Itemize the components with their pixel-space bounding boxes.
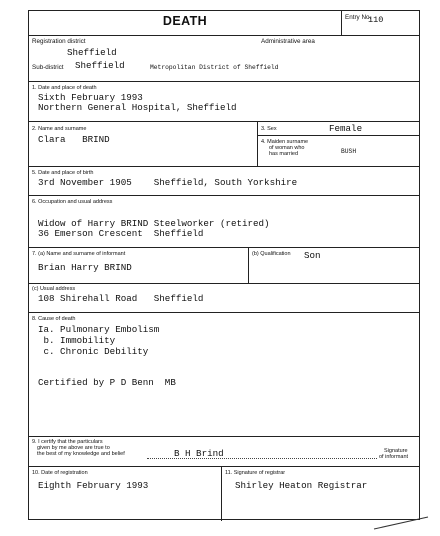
cause-1: Ia. Pulmonary Embolism <box>38 324 160 335</box>
occupation-value: Widow of Harry BRIND Steelworker (retired) <box>38 218 270 229</box>
field6-label: 6. Occupation and usual address <box>32 199 113 205</box>
usual-address-value: 36 Emerson Crescent Sheffield <box>38 228 204 239</box>
field4-label-2: of woman who <box>269 145 305 151</box>
field9-label-1: 9. I certify that the particulars <box>32 439 103 445</box>
divider <box>29 35 419 36</box>
divider <box>29 466 419 467</box>
divider <box>29 195 419 196</box>
entry-number: 110 <box>368 15 384 25</box>
qualification-value: Son <box>304 250 321 261</box>
subdistrict-label: Sub-district <box>32 64 64 71</box>
cause-3: c. Chronic Debility <box>38 346 149 357</box>
divider <box>29 81 419 82</box>
registrar-signature: Shirley Heaton Registrar <box>235 480 368 491</box>
informant-name: Brian Harry BRIND <box>38 262 132 273</box>
sex-value: Female <box>329 123 363 134</box>
name-value: Clara BRIND <box>38 134 110 145</box>
field7a-label: 7. (a) Name and surname of informant <box>32 251 126 257</box>
death-place: Northern General Hospital, Sheffield <box>38 102 237 113</box>
field7b-label: (b) Qualification <box>252 251 291 257</box>
field1-label: 1. Date and place of death <box>32 85 97 91</box>
informant-signature: B H Brind <box>174 448 224 459</box>
signature-line <box>147 458 377 459</box>
entry-divider <box>341 11 342 35</box>
field4-label-3: has married <box>269 151 299 157</box>
page-curl-mark <box>372 516 432 530</box>
divider <box>257 121 258 166</box>
signature-label-2: of informant <box>379 454 409 460</box>
field3-label: 3. Sex <box>261 126 277 132</box>
cause-2: b. Immobility <box>38 335 116 346</box>
field9-label-3: the best of my knowledge and belief <box>37 451 125 457</box>
district-label: Registration district <box>32 38 86 45</box>
signature-label-1: Signature <box>384 448 408 454</box>
field4-label-1: 4. Maiden surname <box>261 139 309 145</box>
divider <box>221 466 222 521</box>
divider <box>29 166 419 167</box>
admin-area-label: Administrative area <box>261 38 315 45</box>
certified-by: Certified by P D Benn MB <box>38 377 176 388</box>
divider <box>29 121 419 122</box>
divider <box>29 436 419 437</box>
entry-label: Entry No. <box>345 14 372 21</box>
death-certificate-form <box>28 10 420 520</box>
district-value: Sheffield <box>67 47 117 58</box>
field7c-label: (c) Usual address <box>32 286 76 292</box>
divider <box>29 247 419 248</box>
form-title: DEATH <box>162 14 208 28</box>
death-date: Sixth February 1993 <box>38 92 143 103</box>
field11-label: 11. Signature of registrar <box>225 470 286 476</box>
informant-address: 108 Shirehall Road Sheffield <box>38 293 204 304</box>
field5-label: 5. Date and place of birth <box>32 170 94 176</box>
divider <box>29 283 419 284</box>
divider <box>257 135 419 136</box>
divider <box>248 247 249 283</box>
field8-label: 8. Cause of death <box>32 316 76 322</box>
field10-label: 10. Date of registration <box>32 470 88 476</box>
maiden-surname-value: BUSH <box>341 148 357 155</box>
registration-date: Eighth February 1993 <box>38 480 149 491</box>
divider <box>29 312 419 313</box>
field2-label: 2. Name and surname <box>32 126 87 132</box>
field9-label-2: given by me above are true to <box>37 445 110 451</box>
birth-value: 3rd November 1905 Sheffield, South Yorkshire <box>38 177 298 188</box>
subdistrict-value: Sheffield <box>75 60 125 71</box>
admin-area-value: Metropolitan District of Sheffield <box>150 64 279 71</box>
